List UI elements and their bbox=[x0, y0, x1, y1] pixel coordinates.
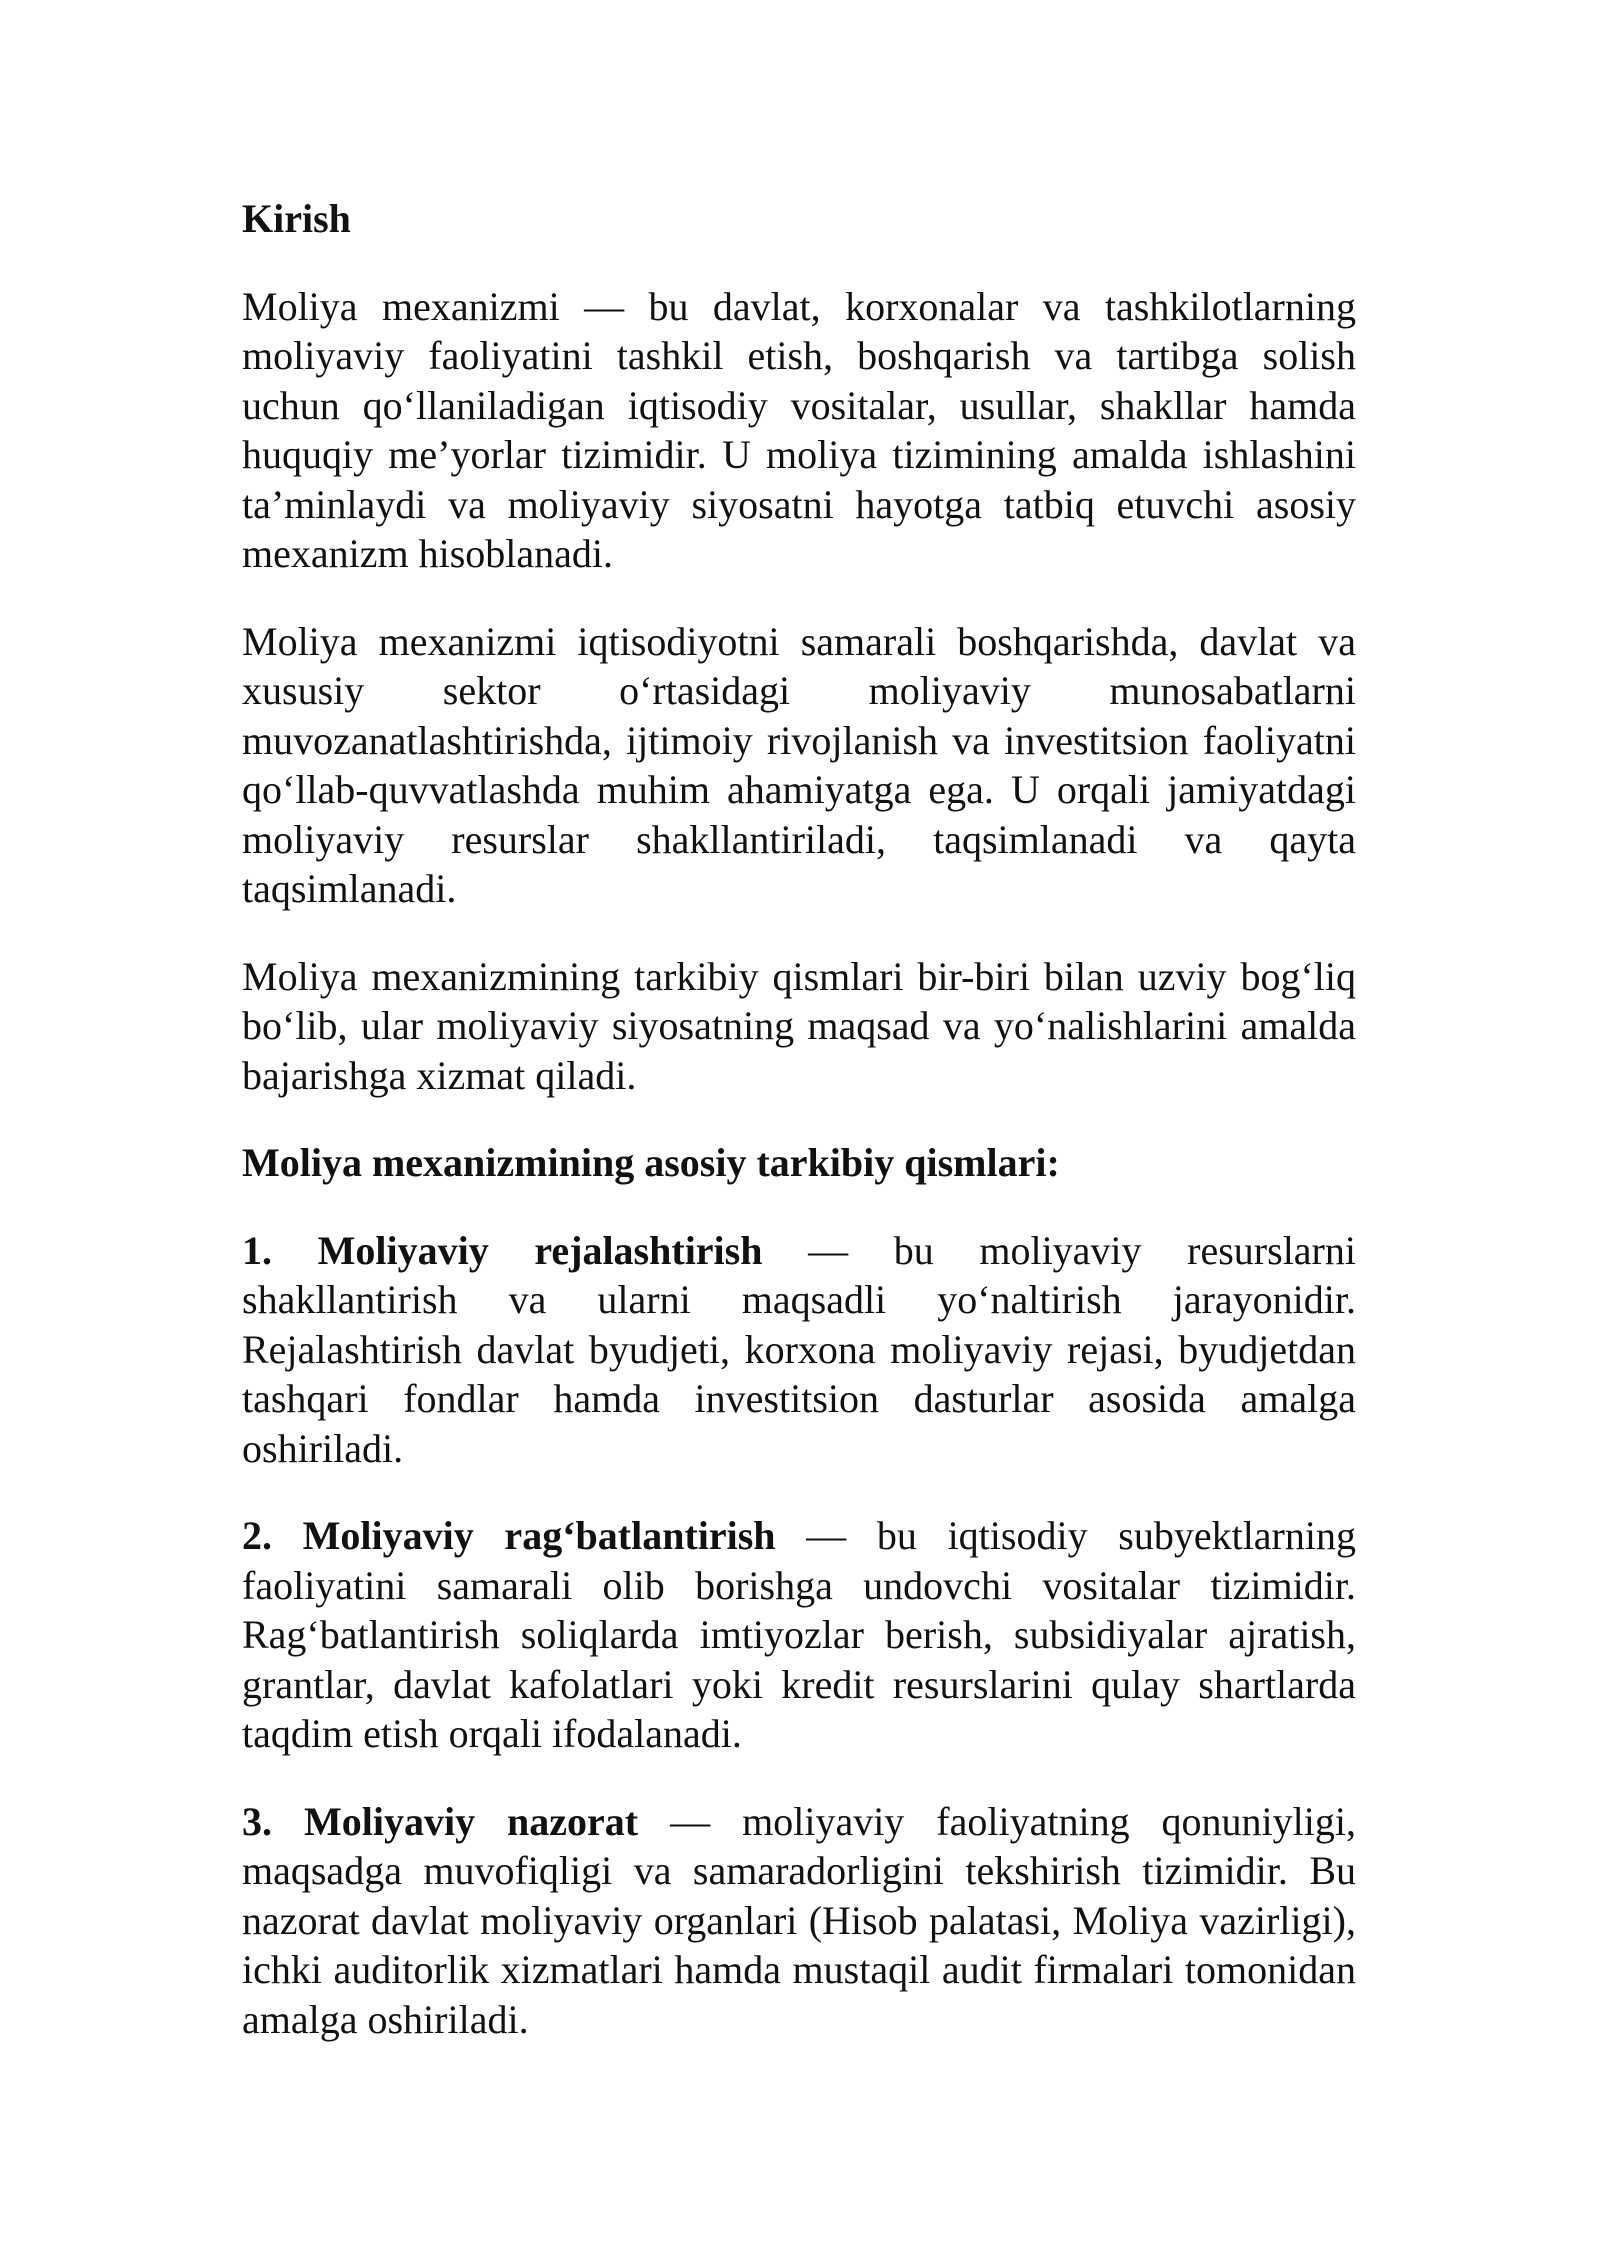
component-paragraph-2 bbox=[242, 1511, 1356, 1759]
document-page bbox=[242, 194, 1356, 2082]
component-number-3: 3. bbox=[242, 1798, 272, 1844]
component-text-2: — bu iqtisodiy subyektlarning faoliyatini samarali olib borishga undovchi vositalar tizimidir. Rag‘batlantirish soliqlarda imtiyozlar berish, subsidiyalar ajratish, grantlar, davlat kafolatlari yoki kredit resurslarini qulay shartlarda taqdim etish orqali ifodalanadi. bbox=[242, 1513, 1356, 1756]
component-term-3: Moliyaviy nazorat bbox=[303, 1798, 639, 1844]
document-title: Kirish bbox=[242, 196, 351, 241]
intro-paragraph-1: Moliya mexanizmi — bu davlat, korxonalar va tashkilotlarning moliyaviy faoliyatini tashkil etish, boshqarish va tartibga solish uchun qo‘llaniladigan iqtisodiy vositalar, usullar, shakllar hamda huquqiy me’yorlar tizimidir. U moliya tizimining amalda ishlashini ta’minlaydi va moliyaviy siyosatni hayotga tatbiq etuvchi asosiy mexanizm hisoblanadi. bbox=[242, 283, 1356, 576]
component-paragraph-1 bbox=[242, 1226, 1356, 1474]
component-paragraph-3 bbox=[242, 1797, 1356, 2045]
component-text-1: — bu moliyaviy resurslarni shakllantirish va ularni maqsadli yo‘naltirish jarayonidir. Rejalashtirish davlat byudjeti, korxona moliyaviy rejasi, byudjetdan tashqari fondlar hamda investitsion dasturlar asosida amalga oshiriladi. bbox=[242, 1227, 1356, 1471]
intro-paragraph-3: Moliya mexanizmining tarkibiy qismlari bir-biri bilan uzviy bog‘liq bo‘lib, ular moliyaviy siyosatning maqsad va yo‘nalishlarini amalda bajarishga xizmat qiladi. bbox=[242, 953, 1356, 1098]
component-text-3: — moliyaviy faoliyatning qonuniyligi, maqsadga muvofiqligi va samaradorligini tekshirish tizimidir. Bu nazorat davlat moliyaviy organlari (Hisob palatasi, Moliya vazirligi), ichki auditorlik xizmatlari hamda mustaqil audit firmalari tomonidan amalga oshiriladi. bbox=[242, 1798, 1356, 2042]
component-term-1: Moliyaviy rejalashtirish bbox=[317, 1227, 763, 1273]
component-term-2: Moliyaviy rag‘batlantirish bbox=[302, 1513, 776, 1558]
section-heading: Moliya mexanizmining asosiy tarkibiy qismlari: bbox=[242, 1140, 1060, 1185]
intro-paragraph-2: Moliya mexanizmi iqtisodiyotni samarali boshqarishda, davlat va xususiy sektor o‘rtasidagi moliyaviy munosabatlarni muvozanatlashtirishda, ijtimoiy rivojlanish va investitsion faoliyatni qo‘llab-quvvatlashda muhim ahamiyatga ega. U orqali jamiyatdagi moliyaviy resurslar shakllantiriladi, taqsimlanadi va qayta taqsimlanadi. bbox=[242, 618, 1356, 911]
component-number-2: 2. bbox=[242, 1513, 272, 1558]
component-number-1: 1. bbox=[242, 1227, 272, 1273]
